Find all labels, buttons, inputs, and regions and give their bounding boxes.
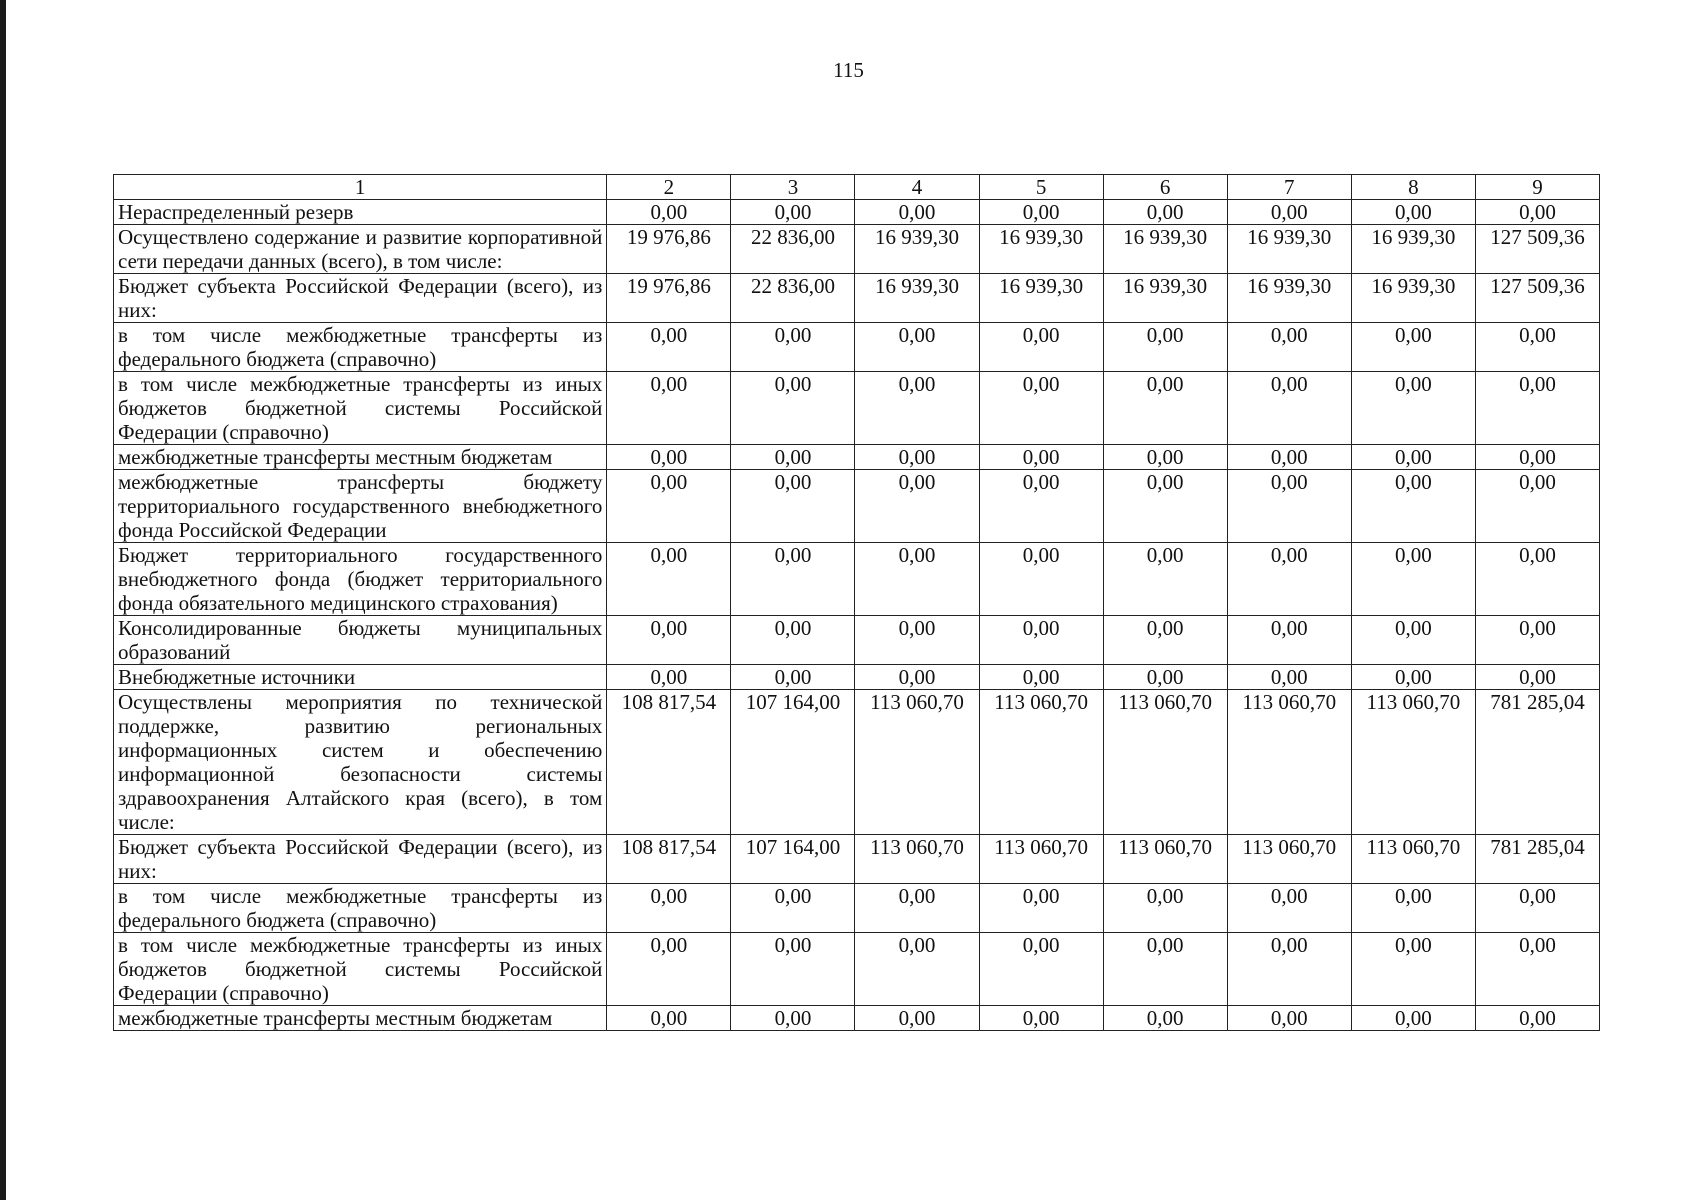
value-cell: 113 060,70 bbox=[1227, 690, 1351, 835]
value-cell: 127 509,36 bbox=[1475, 274, 1599, 323]
value-cell: 0,00 bbox=[1103, 933, 1227, 1006]
value-cell: 0,00 bbox=[607, 445, 731, 470]
value-cell: 0,00 bbox=[607, 616, 731, 665]
value-cell: 0,00 bbox=[855, 323, 979, 372]
value-cell: 0,00 bbox=[1475, 323, 1599, 372]
value-cell: 0,00 bbox=[1351, 470, 1475, 543]
row-label: в том числе межбюджетные трансферты из иных бюджетов бюджетной системы Российской Федерации (справочно) bbox=[114, 372, 607, 445]
value-cell: 0,00 bbox=[607, 933, 731, 1006]
value-cell: 781 285,04 bbox=[1475, 690, 1599, 835]
page-number: 115 bbox=[833, 58, 864, 82]
value-cell: 113 060,70 bbox=[1103, 690, 1227, 835]
value-cell: 0,00 bbox=[855, 933, 979, 1006]
value-cell: 0,00 bbox=[1475, 470, 1599, 543]
value-cell: 0,00 bbox=[1475, 543, 1599, 616]
value-cell: 108 817,54 bbox=[607, 690, 731, 835]
value-cell: 16 939,30 bbox=[1103, 274, 1227, 323]
scan-left-edge bbox=[0, 0, 6, 1200]
column-header: 9 bbox=[1475, 175, 1599, 200]
value-cell: 0,00 bbox=[731, 543, 855, 616]
value-cell: 0,00 bbox=[1475, 372, 1599, 445]
value-cell: 113 060,70 bbox=[1351, 690, 1475, 835]
column-header: 7 bbox=[1227, 175, 1351, 200]
row-label: Осуществлены мероприятия по технической поддержке, развитию региональных информационных систем и обеспечению информационной безопасности системы здравоохранения Алтайского края (всего), в том числе: bbox=[114, 690, 607, 835]
value-cell: 0,00 bbox=[1103, 445, 1227, 470]
value-cell: 0,00 bbox=[607, 884, 731, 933]
value-cell: 0,00 bbox=[1103, 372, 1227, 445]
value-cell: 0,00 bbox=[1475, 665, 1599, 690]
value-cell: 0,00 bbox=[607, 372, 731, 445]
value-cell: 0,00 bbox=[1227, 884, 1351, 933]
table-row bbox=[114, 323, 1600, 372]
value-cell: 0,00 bbox=[979, 1006, 1103, 1031]
value-cell: 0,00 bbox=[1227, 616, 1351, 665]
value-cell: 0,00 bbox=[979, 470, 1103, 543]
row-label: межбюджетные трансферты местным бюджетам bbox=[114, 1006, 607, 1031]
value-cell: 113 060,70 bbox=[1227, 835, 1351, 884]
value-cell: 0,00 bbox=[1351, 445, 1475, 470]
row-label: межбюджетные трансферты бюджету территориального государственного внебюджетного фонда Российской Федерации bbox=[114, 470, 607, 543]
value-cell: 19 976,86 bbox=[607, 225, 731, 274]
table-row bbox=[114, 884, 1600, 933]
value-cell: 0,00 bbox=[731, 616, 855, 665]
value-cell: 0,00 bbox=[1351, 616, 1475, 665]
value-cell: 0,00 bbox=[731, 445, 855, 470]
value-cell: 0,00 bbox=[1351, 884, 1475, 933]
row-label: Внебюджетные источники bbox=[114, 665, 607, 690]
value-cell: 16 939,30 bbox=[855, 225, 979, 274]
value-cell: 0,00 bbox=[1103, 884, 1227, 933]
value-cell: 16 939,30 bbox=[1227, 225, 1351, 274]
value-cell: 16 939,30 bbox=[1351, 274, 1475, 323]
value-cell: 0,00 bbox=[855, 372, 979, 445]
value-cell: 0,00 bbox=[607, 543, 731, 616]
value-cell: 0,00 bbox=[1475, 200, 1599, 225]
table-row bbox=[114, 274, 1600, 323]
column-header: 1 bbox=[114, 175, 607, 200]
value-cell: 0,00 bbox=[1351, 1006, 1475, 1031]
table-row bbox=[114, 543, 1600, 616]
value-cell: 0,00 bbox=[1351, 200, 1475, 225]
value-cell: 0,00 bbox=[1351, 933, 1475, 1006]
value-cell: 16 939,30 bbox=[979, 225, 1103, 274]
budget-table bbox=[113, 174, 1600, 1031]
row-label: в том числе межбюджетные трансферты из федерального бюджета (справочно) bbox=[114, 323, 607, 372]
value-cell: 0,00 bbox=[1103, 470, 1227, 543]
value-cell: 0,00 bbox=[1227, 665, 1351, 690]
table-row bbox=[114, 372, 1600, 445]
value-cell: 22 836,00 bbox=[731, 225, 855, 274]
row-label: Нераспределенный резерв bbox=[114, 200, 607, 225]
column-header: 5 bbox=[979, 175, 1103, 200]
value-cell: 0,00 bbox=[731, 1006, 855, 1031]
table-body bbox=[114, 200, 1600, 1031]
table-row bbox=[114, 445, 1600, 470]
column-header: 6 bbox=[1103, 175, 1227, 200]
value-cell: 113 060,70 bbox=[1103, 835, 1227, 884]
value-cell: 0,00 bbox=[1351, 323, 1475, 372]
value-cell: 113 060,70 bbox=[979, 690, 1103, 835]
value-cell: 113 060,70 bbox=[855, 690, 979, 835]
value-cell: 0,00 bbox=[855, 200, 979, 225]
value-cell: 0,00 bbox=[855, 543, 979, 616]
value-cell: 0,00 bbox=[1475, 933, 1599, 1006]
value-cell: 0,00 bbox=[1227, 200, 1351, 225]
value-cell: 0,00 bbox=[855, 470, 979, 543]
value-cell: 0,00 bbox=[979, 372, 1103, 445]
row-label: в том числе межбюджетные трансферты из иных бюджетов бюджетной системы Российской Федерации (справочно) bbox=[114, 933, 607, 1006]
value-cell: 0,00 bbox=[1103, 200, 1227, 225]
value-cell: 0,00 bbox=[1227, 543, 1351, 616]
value-cell: 0,00 bbox=[1227, 445, 1351, 470]
value-cell: 0,00 bbox=[1103, 323, 1227, 372]
value-cell: 0,00 bbox=[731, 200, 855, 225]
value-cell: 16 939,30 bbox=[1227, 274, 1351, 323]
value-cell: 0,00 bbox=[731, 372, 855, 445]
value-cell: 0,00 bbox=[731, 665, 855, 690]
row-label: в том числе межбюджетные трансферты из федерального бюджета (справочно) bbox=[114, 884, 607, 933]
value-cell: 16 939,30 bbox=[855, 274, 979, 323]
value-cell: 0,00 bbox=[979, 445, 1103, 470]
value-cell: 0,00 bbox=[979, 323, 1103, 372]
value-cell: 0,00 bbox=[731, 933, 855, 1006]
column-header: 2 bbox=[607, 175, 731, 200]
value-cell: 16 939,30 bbox=[1103, 225, 1227, 274]
table-row bbox=[114, 616, 1600, 665]
value-cell: 22 836,00 bbox=[731, 274, 855, 323]
row-label: Бюджет территориального государственного внебюджетного фонда (бюджет территориального фонда обязательного медицинского страхования) bbox=[114, 543, 607, 616]
value-cell: 113 060,70 bbox=[855, 835, 979, 884]
value-cell: 781 285,04 bbox=[1475, 835, 1599, 884]
value-cell: 0,00 bbox=[1103, 665, 1227, 690]
value-cell: 0,00 bbox=[1475, 616, 1599, 665]
column-header: 4 bbox=[855, 175, 979, 200]
value-cell: 0,00 bbox=[1351, 665, 1475, 690]
row-label: Консолидированные бюджеты муниципальных образований bbox=[114, 616, 607, 665]
value-cell: 0,00 bbox=[979, 933, 1103, 1006]
value-cell: 0,00 bbox=[607, 1006, 731, 1031]
value-cell: 0,00 bbox=[1475, 884, 1599, 933]
table-row bbox=[114, 835, 1600, 884]
value-cell: 113 060,70 bbox=[979, 835, 1103, 884]
value-cell: 0,00 bbox=[731, 323, 855, 372]
value-cell: 0,00 bbox=[1227, 372, 1351, 445]
value-cell: 0,00 bbox=[607, 200, 731, 225]
value-cell: 0,00 bbox=[979, 200, 1103, 225]
table-row bbox=[114, 470, 1600, 543]
table-row bbox=[114, 200, 1600, 225]
value-cell: 0,00 bbox=[855, 884, 979, 933]
row-label: Бюджет субъекта Российской Федерации (всего), из них: bbox=[114, 835, 607, 884]
value-cell: 19 976,86 bbox=[607, 274, 731, 323]
column-header: 3 bbox=[731, 175, 855, 200]
table-header-row bbox=[114, 175, 1600, 200]
value-cell: 0,00 bbox=[607, 470, 731, 543]
value-cell: 0,00 bbox=[1227, 323, 1351, 372]
table-row bbox=[114, 690, 1600, 835]
row-label: межбюджетные трансферты местным бюджетам bbox=[114, 445, 607, 470]
value-cell: 0,00 bbox=[979, 543, 1103, 616]
value-cell: 0,00 bbox=[731, 884, 855, 933]
value-cell: 0,00 bbox=[607, 323, 731, 372]
value-cell: 0,00 bbox=[1227, 1006, 1351, 1031]
value-cell: 113 060,70 bbox=[1351, 835, 1475, 884]
value-cell: 0,00 bbox=[1351, 372, 1475, 445]
value-cell: 0,00 bbox=[1475, 1006, 1599, 1031]
value-cell: 0,00 bbox=[1351, 543, 1475, 616]
value-cell: 108 817,54 bbox=[607, 835, 731, 884]
table-row bbox=[114, 933, 1600, 1006]
value-cell: 0,00 bbox=[1103, 1006, 1227, 1031]
value-cell: 0,00 bbox=[979, 665, 1103, 690]
value-cell: 0,00 bbox=[1103, 543, 1227, 616]
value-cell: 0,00 bbox=[731, 470, 855, 543]
value-cell: 127 509,36 bbox=[1475, 225, 1599, 274]
row-label: Осуществлено содержание и развитие корпоративной сети передачи данных (всего), в том числе: bbox=[114, 225, 607, 274]
table-row bbox=[114, 225, 1600, 274]
value-cell: 0,00 bbox=[979, 616, 1103, 665]
value-cell: 0,00 bbox=[855, 665, 979, 690]
table-row bbox=[114, 1006, 1600, 1031]
value-cell: 0,00 bbox=[1475, 445, 1599, 470]
value-cell: 0,00 bbox=[607, 665, 731, 690]
value-cell: 0,00 bbox=[1103, 616, 1227, 665]
column-header: 8 bbox=[1351, 175, 1475, 200]
value-cell: 0,00 bbox=[855, 445, 979, 470]
value-cell: 107 164,00 bbox=[731, 835, 855, 884]
value-cell: 16 939,30 bbox=[1351, 225, 1475, 274]
value-cell: 0,00 bbox=[855, 1006, 979, 1031]
value-cell: 0,00 bbox=[1227, 470, 1351, 543]
value-cell: 107 164,00 bbox=[731, 690, 855, 835]
value-cell: 0,00 bbox=[979, 884, 1103, 933]
value-cell: 16 939,30 bbox=[979, 274, 1103, 323]
table-row bbox=[114, 665, 1600, 690]
value-cell: 0,00 bbox=[1227, 933, 1351, 1006]
row-label: Бюджет субъекта Российской Федерации (всего), из них: bbox=[114, 274, 607, 323]
value-cell: 0,00 bbox=[855, 616, 979, 665]
